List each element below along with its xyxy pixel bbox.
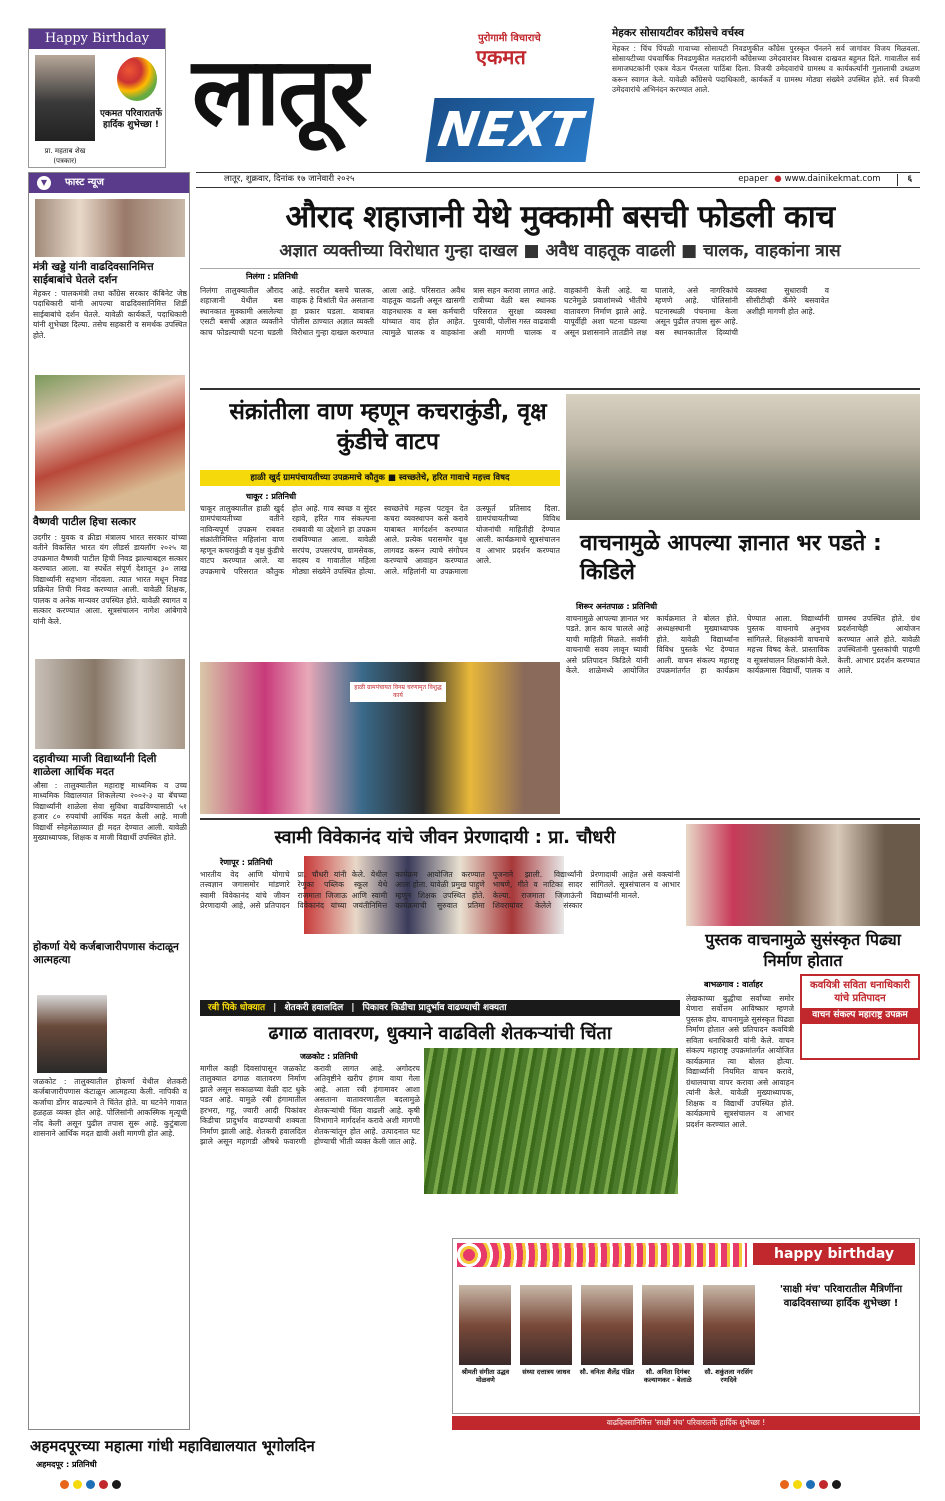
story2-headline: संक्रांतीला वाण म्हणून कचराकुंडी, वृक्ष कुंडीचे वाटप [229,399,547,455]
fast-news-headline-4: होकर्णा येथे कर्जबाजारीपणास कंटाळून आत्महत्या [33,941,179,967]
birthday2-person-name: सौ. वनिता शैलेंद्र पंडित [579,1368,635,1376]
story7-byline: अहमदपूर : प्रतिनिधी [36,1460,97,1469]
birthday2-person [639,1285,696,1405]
story3-byline: शिरूर अनंतपाळ : प्रतिनिधी [576,602,658,611]
birthday2-photo [459,1285,511,1365]
lead-subhead: अज्ञात व्यक्तीच्या विरोधात गुन्हा दाखल ■ अवैध वाहतूक वाढली ■ चालक, वाहकांना त्रास [279,241,841,261]
story5-photo [686,824,920,926]
masthead-name: लातूर [192,38,367,147]
birthday2-photo [520,1285,572,1365]
birthday2-person-name: श्रीमती संगीता उद्धव मोळवणे [461,1368,510,1385]
story3-headline: वाचनामुळे आपल्या ज्ञानात भर पडते : किडिले [580,531,882,585]
ticker-b: शेतकरी हवालदिल [284,1002,344,1013]
fast-news-header [29,173,189,193]
ticker-c: पिकावर किडीचा प्रादुर्भाव वाढण्याची शक्यता [362,1002,507,1013]
story5-box-sub: वाचन संकल्प महाराष्ट्र उपक्रम [802,1008,918,1024]
birthday2-person-name: संध्या दत्तात्रय जाधव [522,1368,571,1376]
mid-rule [200,818,920,820]
lead-divider [200,268,920,269]
ticker-a: रबी पिके धोक्यात [208,1002,266,1013]
masthead-tagline: पुरोगामी विचाराचे [478,33,541,44]
birthday2-photo [703,1285,755,1365]
story6-byline: जळकोट : प्रतिनिधी [300,1052,358,1061]
chevron-down-icon: ▼ [37,176,51,190]
flower-strip [457,1243,747,1267]
birthday2-person-name: सौ. शकुंतला नरसिंग रणदिवे [704,1368,753,1385]
fast-news-column [28,172,190,1430]
birthday2-person [579,1285,636,1405]
story2-photo [200,662,560,814]
registration-dots-left [60,1480,121,1489]
birthday2-person [457,1285,514,1405]
birthday-box [28,28,166,168]
story5-headline: पुस्तक वाचनामुळे सुसंस्कृत पिढ्या निर्माण होतात [705,930,901,970]
fast-news-body-2: उदगीर : युवक व क्रीडा मंत्रालय भारत सरकार यांच्या वतीने विकसित भारत यंग लीडर्स डायलॉग २०२५ या उपक्रमात वैष्णवी पाटील हिची निवड झाल्याबद्दल सत्कार करण्यात आला. या स्पर्धेत संपूर्ण देशातून ३० लाख विद्यार्थ्यांनी सहभाग नोंदवला. त्यात भारत मधून निवड प्रक्रियेत तिची निवड करण्यात आली. यावेळी शिक्षक, पालक व अनेक मान्यवर उपस्थित होते. यावेळी स्वागत व सत्कार करण्यात आला. सूत्रसंचालन नागेश आंबेगावे यांनी केले. [33,533,187,626]
date-bar [196,172,920,188]
fast-news-headline-1: मंत्री खड्डे यांनी वाढदिवसानिमित्त साईबाबांचे घेतले दर्शन [33,261,154,287]
dateline: लातूर, शुक्रवार, दिनांक १७ जानेवारी २०२५ [224,174,355,185]
flower-bouquet [117,57,157,101]
masthead-brand: एकमत [476,45,526,69]
birthday-wish: एकमत परिवारातर्फे हार्दिक शुभेच्छा ! [99,109,163,131]
globe-icon: ● [774,174,782,185]
fast-news-headline-3: दहावीच्या माजी विद्यार्थ्यांनी दिली शाळेला आर्थिक मदत [33,753,157,779]
birthday2-footer [452,1416,920,1430]
story2-body: चाकूर तालुक्यातील हाळी खुर्द ग्रामपंचायतीच्या वतीने नाविन्यपूर्ण उपक्रम राबवत संक्रांतीनिमित्त महिलांना वाण म्हणून कचराकुंडी व वृक्ष कुंडीचे वाटप करण्यात आले. या उपक्रमाचे परिसरात कौतुक होत आहे. गाव स्वच्छ व सुंदर रहावे, हरित गाव संकल्पना राबवावी या उद्देशाने हा उपक्रम राबविण्यात आला. यावेळी सरपंच, उपसरपंच, ग्रामसेवक, सदस्य व गावातील महिला मोठ्या संख्येने उपस्थित होत्या. स्वच्छतेचे महत्त्व पटवून देत कचरा व्यवस्थापन कसे करावे याबाबत मार्गदर्शन करण्यात आले. प्रत्येक घरासमोर वृक्ष लागवड करून त्याचे संगोपन करण्याचे आवाहन करण्यात आले. महिलांनी या उपक्रमाला उत्स्फूर्त प्रतिसाद दिला. ग्रामपंचायतीच्या विविध योजनांची माहितीही देण्यात आली. कार्यक्रमाचे सूत्रसंचालन व आभार प्रदर्शन करण्यात आले. [200,504,560,576]
story4-headline: स्वामी विवेकानंद यांचे जीवन प्रेरणादायी : प्रा. चौधरी [274,827,616,848]
story2-subhead: हाळी खुर्द ग्रामपंचायतीच्या उपक्रमाचे कौतुक ■ स्वच्छतेचे, हरित गावाचे महत्त्व विषद [200,470,560,486]
birthday2-footer-text: वाढदिवसानिमित्त 'साक्षी मंच' परिवारातर्फे हार्दिक शुभेच्छा ! [606,1418,766,1427]
birthday-person: प्रा. महताब शेख [44,147,86,155]
birthday2-photo [581,1285,633,1365]
top-news-body: मेहकर : चिंच पिंपळी गावाच्या सोसायटी निवडणुकीत काँग्रेस पुरस्कृत पॅनलने सर्व जागांवर विजय मिळवला. सोसायटीच्या पंचवार्षिक निवडणुकीत मतदारांनी काँग्रेसच्या उमेदवारांवर विश्वास दाखवत बहुमत दिले. गावातील सर्व समाजघटकांनी एकत्र येऊन पॅनलला पाठिंबा दिला. विजयी उमेदवारांचे ग्रामस्थ व कार्यकर्त्यांनी गुलालाची उधळण करून स्वागत केले. यावेळी काँग्रेसचे पदाधिकारी, कार्यकर्ते व ग्रामस्थ मोठ्या संख्येने उपस्थित होते. सर्व विजयी उमेदवारांचे अभिनंदन करण्यात आले. [612,44,920,94]
story6-body-2 [424,1196,678,1226]
fast-news-title: फास्ट न्यूज [65,177,104,189]
story4-body: भारतीय वेद आणि योगाचे तत्त्वज्ञान जगासमोर मांडणारे स्वामी विवेकानंद यांचे जीवन प्रेरणादायी आहे, असे प्रतिपादन प्रा. चौधरी यांनी केले. येथील रेणुका पब्लिक स्कूल येथे राजमाता जिजाऊ आणि स्वामी विवेकानंद यांच्या जयंतीनिमित्त कार्यक्रम आयोजित करण्यात आला होता. यावेळी प्रमुख पाहुणे म्हणून शिक्षक उपस्थित होते. कार्यक्रमाची सुरुवात प्रतिमा पूजनाने झाली. विद्यार्थ्यांनी भाषणे, गीते व नाटिका सादर केल्या. राजमाता जिजाऊंनी शिवरायांवर केलेले संस्कार प्रेरणादायी आहेत असे वक्त्यांनी सांगितले. सूत्रसंचालन व आभार विद्यार्थ्यांनी मानले. [200,870,680,911]
birthday-role: (पत्रकार) [53,157,77,165]
birthday2-box [452,1238,920,1414]
story6-photo [424,1048,678,1194]
registration-dots-right [780,1480,841,1489]
birthday2-person [700,1285,757,1405]
story3-photo [566,394,920,520]
epaper-label: epaper [738,174,769,185]
birthday-photo [35,55,95,141]
story7-headline: अहमदपूरच्या महात्मा गांधी महाविद्यालयात भूगोलदिन [30,1437,315,1455]
top-news-title: मेहकर सोसायटीवर काँग्रेसचे वर्चस्व [612,26,920,43]
fast-news-body-1: मेहकर : पालकमंत्री तथा काँग्रेस सरकार कॅबिनेट जेष्ठ पदाधिकारी यांनी आपल्या वाढदिवसानिमित्त शिर्डी साईबाबांचे दर्शन घेतले. यावेळी कार्यकर्ते, पदाधिकारी यांनी शुभेच्छा दिल्या. तसेच सहकारी व समर्थक उपस्थित होते. [33,289,187,340]
story2-banner: हाळी ग्रामपंचायत विनम्र चरणामृत विशुद्ध कार्य [350,682,446,702]
fast-news-photo-4 [37,995,107,1073]
birthday-title: Happy Birthday [29,29,165,49]
story3-body: वाचनामुळे आपल्या ज्ञानात भर पडते. ज्ञान काय चालले आहे याची माहिती मिळते. सर्वांनी वाचनाची सवय लावून घ्यावी असे प्रतिपादन किडिले यांनी केले. शाळेमध्ये आयोजित कार्यक्रमात ते बोलत होते. अध्यक्षस्थानी मुख्याध्यापक होते. यावेळी विद्यार्थ्यांना विविध पुस्तके भेट देण्यात आली. वाचन संकल्प महाराष्ट्र उपक्रमांतर्गत हा कार्यक्रम घेण्यात आला. विद्यार्थ्यांनी पुस्तक वाचनाचे अनुभव सांगितले. शिक्षकांनी वाचनाचे महत्त्व विषद केले. प्रास्ताविक व सूत्रसंचालन शिक्षकांनी केले. कार्यक्रमास विद्यार्थी, पालक व ग्रामस्थ उपस्थित होते. ग्रंथ प्रदर्शनाचेही आयोजन करण्यात आले होते. यावेळी उपस्थितांनी पुस्तकांची पाहणी केली. आभार प्रदर्शन करण्यात आले. [566,614,920,676]
lead-headline: औराद शहाजानी येथे मुक्कामी बसची फोडली काच [285,199,835,235]
lead-bottom-rule [200,388,920,390]
page-number: ६ [897,174,912,185]
birthday2-person [518,1285,575,1405]
story6-headline: ढगाळ वातावरण, धुक्याने वाढविली शेतकऱ्यांची चिंता [268,1023,612,1044]
story6-body: मागील काही दिवसांपासून जळकोट तालुक्यात ढगाळ वातावरण निर्माण झाले असून सकाळच्या वेळी दाट धुके पडत आहे. यामुळे रबी हंगामातील हरभरा, गहू, ज्वारी आदी पिकांवर किडीचा प्रादुर्भाव वाढण्याची शक्यता निर्माण झाली आहे. शेतकरी हवालदिल झाले असून महागडी औषधे फवारणी करावी लागत आहे. अगोदरच अतिवृष्टीने खरीप हंगाम वाया गेला आहे. आता रबी हंगामावर आशा असताना वातावरणातील बदलामुळे शेतकऱ्यांची चिंता वाढली आहे. कृषी विभागाने मार्गदर्शन करावे अशी मागणी शेतकऱ्यांतून होत आहे. उत्पादनात घट होण्याची भीती व्यक्त केली जात आहे. [200,1064,420,1147]
masthead-logo [178,30,598,170]
birthday2-message: 'साक्षी मंच' परिवारातील मैत्रिणींना वाढदिवसाच्या हार्दिक शुभेच्छा ! [779,1284,903,1309]
birthday2-photo [642,1285,694,1365]
website-link[interactable]: www.dainikekmat.com [784,174,881,185]
story5-box [800,974,920,1060]
story5-box-title: कवयित्री सविता धनाधिकारी यांचे प्रतिपादन [810,980,910,1004]
top-news-box [612,26,920,174]
birthday2-person-name: सौ. अनिता दिगंबर कल्याणकर - बेलाळे [643,1368,692,1385]
birthday2-people [457,1285,757,1405]
fast-news-headline-2: वैष्णवी पाटील हिचा सत्कार [33,516,136,528]
birthday2-title: happy birthday [753,1243,915,1265]
story2-byline: चाकूर : प्रतिनिधी [246,492,297,501]
masthead-next: NEXT [426,98,595,162]
story4-byline: रेणापूर : प्रतिनिधी [220,858,273,867]
fast-news-photo-3 [35,659,185,749]
fast-news-photo-2 [35,375,185,511]
story5-byline: बाभळगाव : वार्ताहर [704,980,763,989]
fast-news-body-3: औसा : तालुक्यातील महाराष्ट्र माध्यमिक व उच्च माध्यमिक विद्यालयात शिकलेल्या २००२-३ या बॅचच्या विद्यार्थ्यांनी शाळेला सेवा सुविधा वाढविण्यासाठी ५१ हजार ८० रुपयांची आर्थिक मदत केली आहे. माजी विद्यार्थी स्नेहमेळाव्यात ही मदत देण्यात आली. यावेळी मुख्याध्यापक, शिक्षक व माजी विद्यार्थी उपस्थित होते. [33,781,187,843]
story5-body: लेखकाच्या बुद्धीचा सर्वांच्या समोर येणारा सर्वोत्तम आविष्कार म्हणजे पुस्तक होय. वाचनामुळे सुसंस्कृत पिढ्या निर्माण होतात असे प्रतिपादन कवयित्री सविता धनाधिकारी यांनी केले. वाचन संकल्प महाराष्ट्र उपक्रमांतर्गत आयोजित कार्यक्रमात त्या बोलत होत्या. विद्यार्थ्यांनी नियमित वाचन करावे, ग्रंथालयाचा वापर करावा असे आवाहन त्यांनी केले. यावेळी मुख्याध्यापक, शिक्षक व विद्यार्थी उपस्थित होते. कार्यक्रमाचे सूत्रसंचालन व आभार प्रदर्शन करण्यात आले. [686,994,794,1129]
fast-news-photo-1 [35,199,185,257]
lead-body: निलंगा तालुक्यातील औराद शहाजानी येथील बस स्थानकात मुक्कामी असलेल्या एसटी बसची अज्ञात व्यक्तीने काच फोडल्याची घटना घडली आहे. सदरील बसचे चालक, वाहक हे विश्रांती घेत असताना हा प्रकार घडला. याबाबत पोलीस ठाण्यात अज्ञात व्यक्ती विरोधात गुन्हा दाखल करण्यात आला आहे. परिसरात अवैध वाहतूक वाढली असून खासगी वाहनधारक व बस कर्मचारी यांच्यात वाद होत आहेत. त्यामुळे चालक व वाहकांना त्रास सहन करावा लागत आहे. रात्रीच्या वेळी बस स्थानक परिसरात सुरक्षा व्यवस्था पुरवावी, पोलीस गस्त वाढवावी अशी मागणी चालक व वाहकांनी केली आहे. या घटनेमुळे प्रवाशांमध्ये भीतीचे वातावरण निर्माण झाले आहे. यापूर्वीही अशा घटना घडल्या असून प्रशासनाने तातडीने लक्ष घालावे, असे नागरिकांचे म्हणणे आहे. पोलिसांनी घटनास्थळी पंचनामा केला असून पुढील तपास सुरू आहे. बस स्थानकातील दिव्यांची व्यवस्था सुधारावी व सीसीटीव्ही कॅमेरे बसवावेत अशीही मागणी होत आहे. [200,286,829,337]
fast-news-body-4: जळकोट : तालुक्यातील होकर्णा येथील शेतकरी कर्जबाजारीपणास कंटाळून आत्महत्या केली. नापिकी व कर्जाचा डोंगर वाढल्याने ते चिंतेत होते. या घटनेने गावात हळहळ व्यक्त होत आहे. पोलिसांनी आकस्मिक मृत्यूची नोंद केली असून पुढील तपास सुरू आहे. कुटुंबाला शासनाने आर्थिक मदत द्यावी अशी मागणी होत आहे. [33,1077,187,1139]
agri-ticker: रबी पिके धोक्यात | शेतकरी हवालदिल | पिकावर किडीचा प्रादुर्भाव वाढण्याची शक्यता [200,1000,680,1016]
lead-byline: निलंगा : प्रतिनिधी [246,272,298,281]
